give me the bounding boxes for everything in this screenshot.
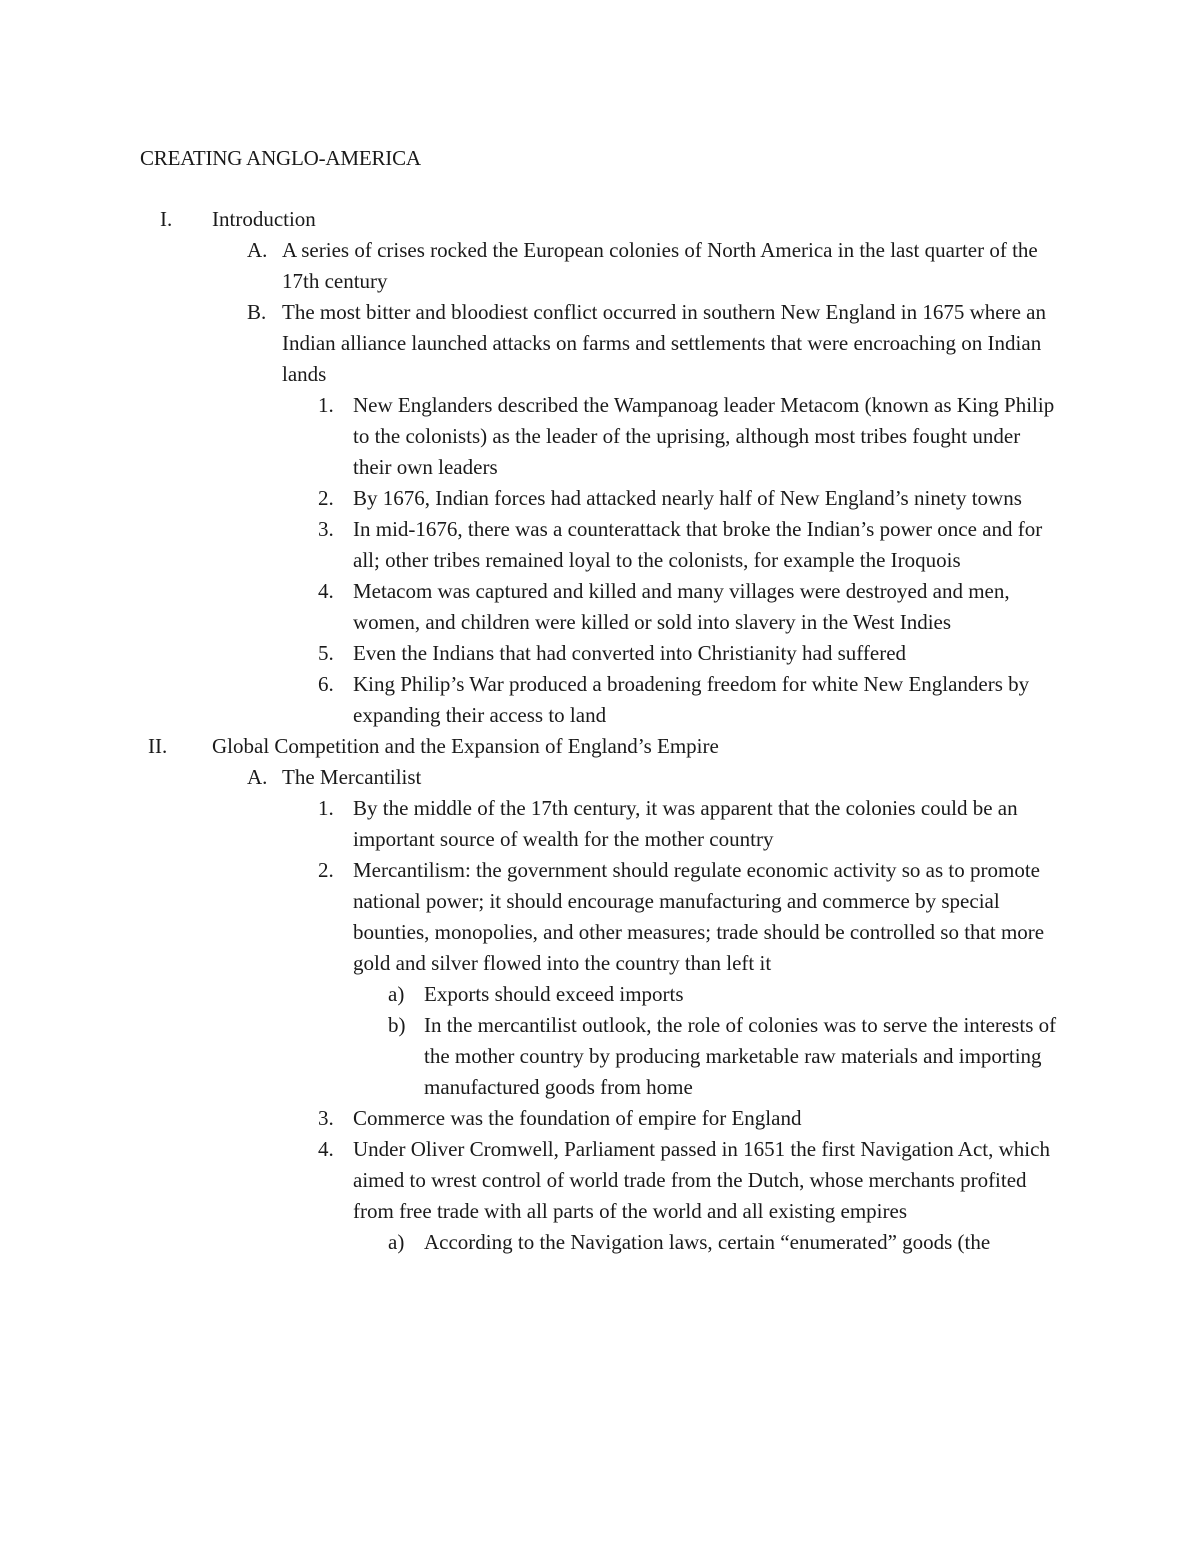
outline-text: By the middle of the 17th century, it was apparent that the colonies could be an important source of wealth for the mother country bbox=[353, 796, 1018, 851]
outline-text: Commerce was the foundation of empire for England bbox=[353, 1106, 802, 1130]
outline-item-level-3 bbox=[0, 1134, 1200, 1227]
outline-item-level-3 bbox=[0, 483, 1200, 514]
outline-item-level-3 bbox=[0, 669, 1200, 731]
outline-marker: B. bbox=[247, 300, 267, 324]
outline-item-level-2 bbox=[0, 762, 1200, 793]
outline-text: King Philip’s War produced a broadening freedom for white New Englanders by expanding their access to land bbox=[353, 672, 1030, 727]
outline-item-level-3 bbox=[0, 638, 1200, 669]
outline-item-level-1 bbox=[0, 731, 1200, 762]
outline-list bbox=[0, 204, 1200, 1258]
outline-text: Introduction bbox=[212, 207, 316, 231]
outline-item-level-3 bbox=[0, 1103, 1200, 1134]
outline-item-level-2 bbox=[0, 235, 1200, 297]
outline-marker: 2. bbox=[318, 858, 334, 882]
document-title: CREATING ANGLO-AMERICA bbox=[140, 146, 421, 170]
outline-item-level-3 bbox=[0, 793, 1200, 855]
outline-text: In the mercantilist outlook, the role of colonies was to serve the interests of the mother country by producing marketable raw materials and importing manufactured goods from home bbox=[424, 1013, 1057, 1099]
outline-marker: I. bbox=[160, 207, 173, 231]
outline-marker: 4. bbox=[318, 579, 334, 603]
outline-text: Global Competition and the Expansion of England’s Empire bbox=[212, 734, 719, 758]
outline-marker: 2. bbox=[318, 486, 334, 510]
outline-item-level-4 bbox=[0, 1010, 1200, 1103]
outline-item-level-3 bbox=[0, 390, 1200, 483]
outline-item-level-3 bbox=[0, 576, 1200, 638]
outline-marker: b) bbox=[388, 1013, 406, 1037]
outline-text: New Englanders described the Wampanoag leader Metacom (known as King Philip to the colonists) as the leader of the uprising, although most tribes fought under their own leaders bbox=[353, 393, 1055, 479]
outline-item-level-2 bbox=[0, 297, 1200, 390]
outline-text: The most bitter and bloodiest conflict occurred in southern New England in 1675 where an Indian alliance launched attacks on farms and settlements that were encroaching on Indian lands bbox=[282, 300, 1046, 386]
outline-marker: 5. bbox=[318, 641, 334, 665]
outline-item-level-3 bbox=[0, 514, 1200, 576]
outline-item-level-1 bbox=[0, 204, 1200, 235]
outline-text: A series of crises rocked the European colonies of North America in the last quarter of the 17th century bbox=[282, 238, 1038, 293]
outline-marker: 4. bbox=[318, 1137, 334, 1161]
outline-text: Under Oliver Cromwell, Parliament passed in 1651 the first Navigation Act, which aimed to wrest control of world trade from the Dutch, whose merchants profited from free trade with all parts of the world and all existing empires bbox=[353, 1137, 1050, 1223]
outline-text: Metacom was captured and killed and many villages were destroyed and men, women, and children were killed or sold into slavery in the West Indies bbox=[353, 579, 1010, 634]
outline-marker: 3. bbox=[318, 517, 334, 541]
outline-marker: 1. bbox=[318, 393, 334, 417]
outline-marker: 6. bbox=[318, 672, 334, 696]
outline-item-level-3 bbox=[0, 855, 1200, 979]
outline-marker: II. bbox=[148, 734, 168, 758]
outline-text: Exports should exceed imports bbox=[424, 982, 684, 1006]
outline-marker: A. bbox=[247, 238, 268, 262]
outline-item-level-4 bbox=[0, 979, 1200, 1010]
outline-marker: 3. bbox=[318, 1106, 334, 1130]
outline-marker: 1. bbox=[318, 796, 334, 820]
outline-marker: a) bbox=[388, 1230, 405, 1254]
outline-text: Mercantilism: the government should regulate economic activity so as to promote national power; it should encourage manufacturing and commerce by special bounties, monopolies, and other measures; trade should be controlled so that more gold and silver flowed into the country than left it bbox=[353, 858, 1045, 975]
outline-text: According to the Navigation laws, certain “enumerated” goods (the bbox=[424, 1230, 991, 1254]
outline-text: Even the Indians that had converted into Christianity had suffered bbox=[353, 641, 907, 665]
outline-text: In mid-1676, there was a counterattack that broke the Indian’s power once and for all; other tribes remained loyal to the colonists, for example the Iroquois bbox=[353, 517, 1043, 572]
outline-marker: A. bbox=[247, 765, 268, 789]
outline-marker: a) bbox=[388, 982, 405, 1006]
outline-item-level-4 bbox=[0, 1227, 1200, 1258]
outline-text: The Mercantilist bbox=[282, 765, 422, 789]
outline-text: By 1676, Indian forces had attacked nearly half of New England’s ninety towns bbox=[353, 486, 1022, 510]
